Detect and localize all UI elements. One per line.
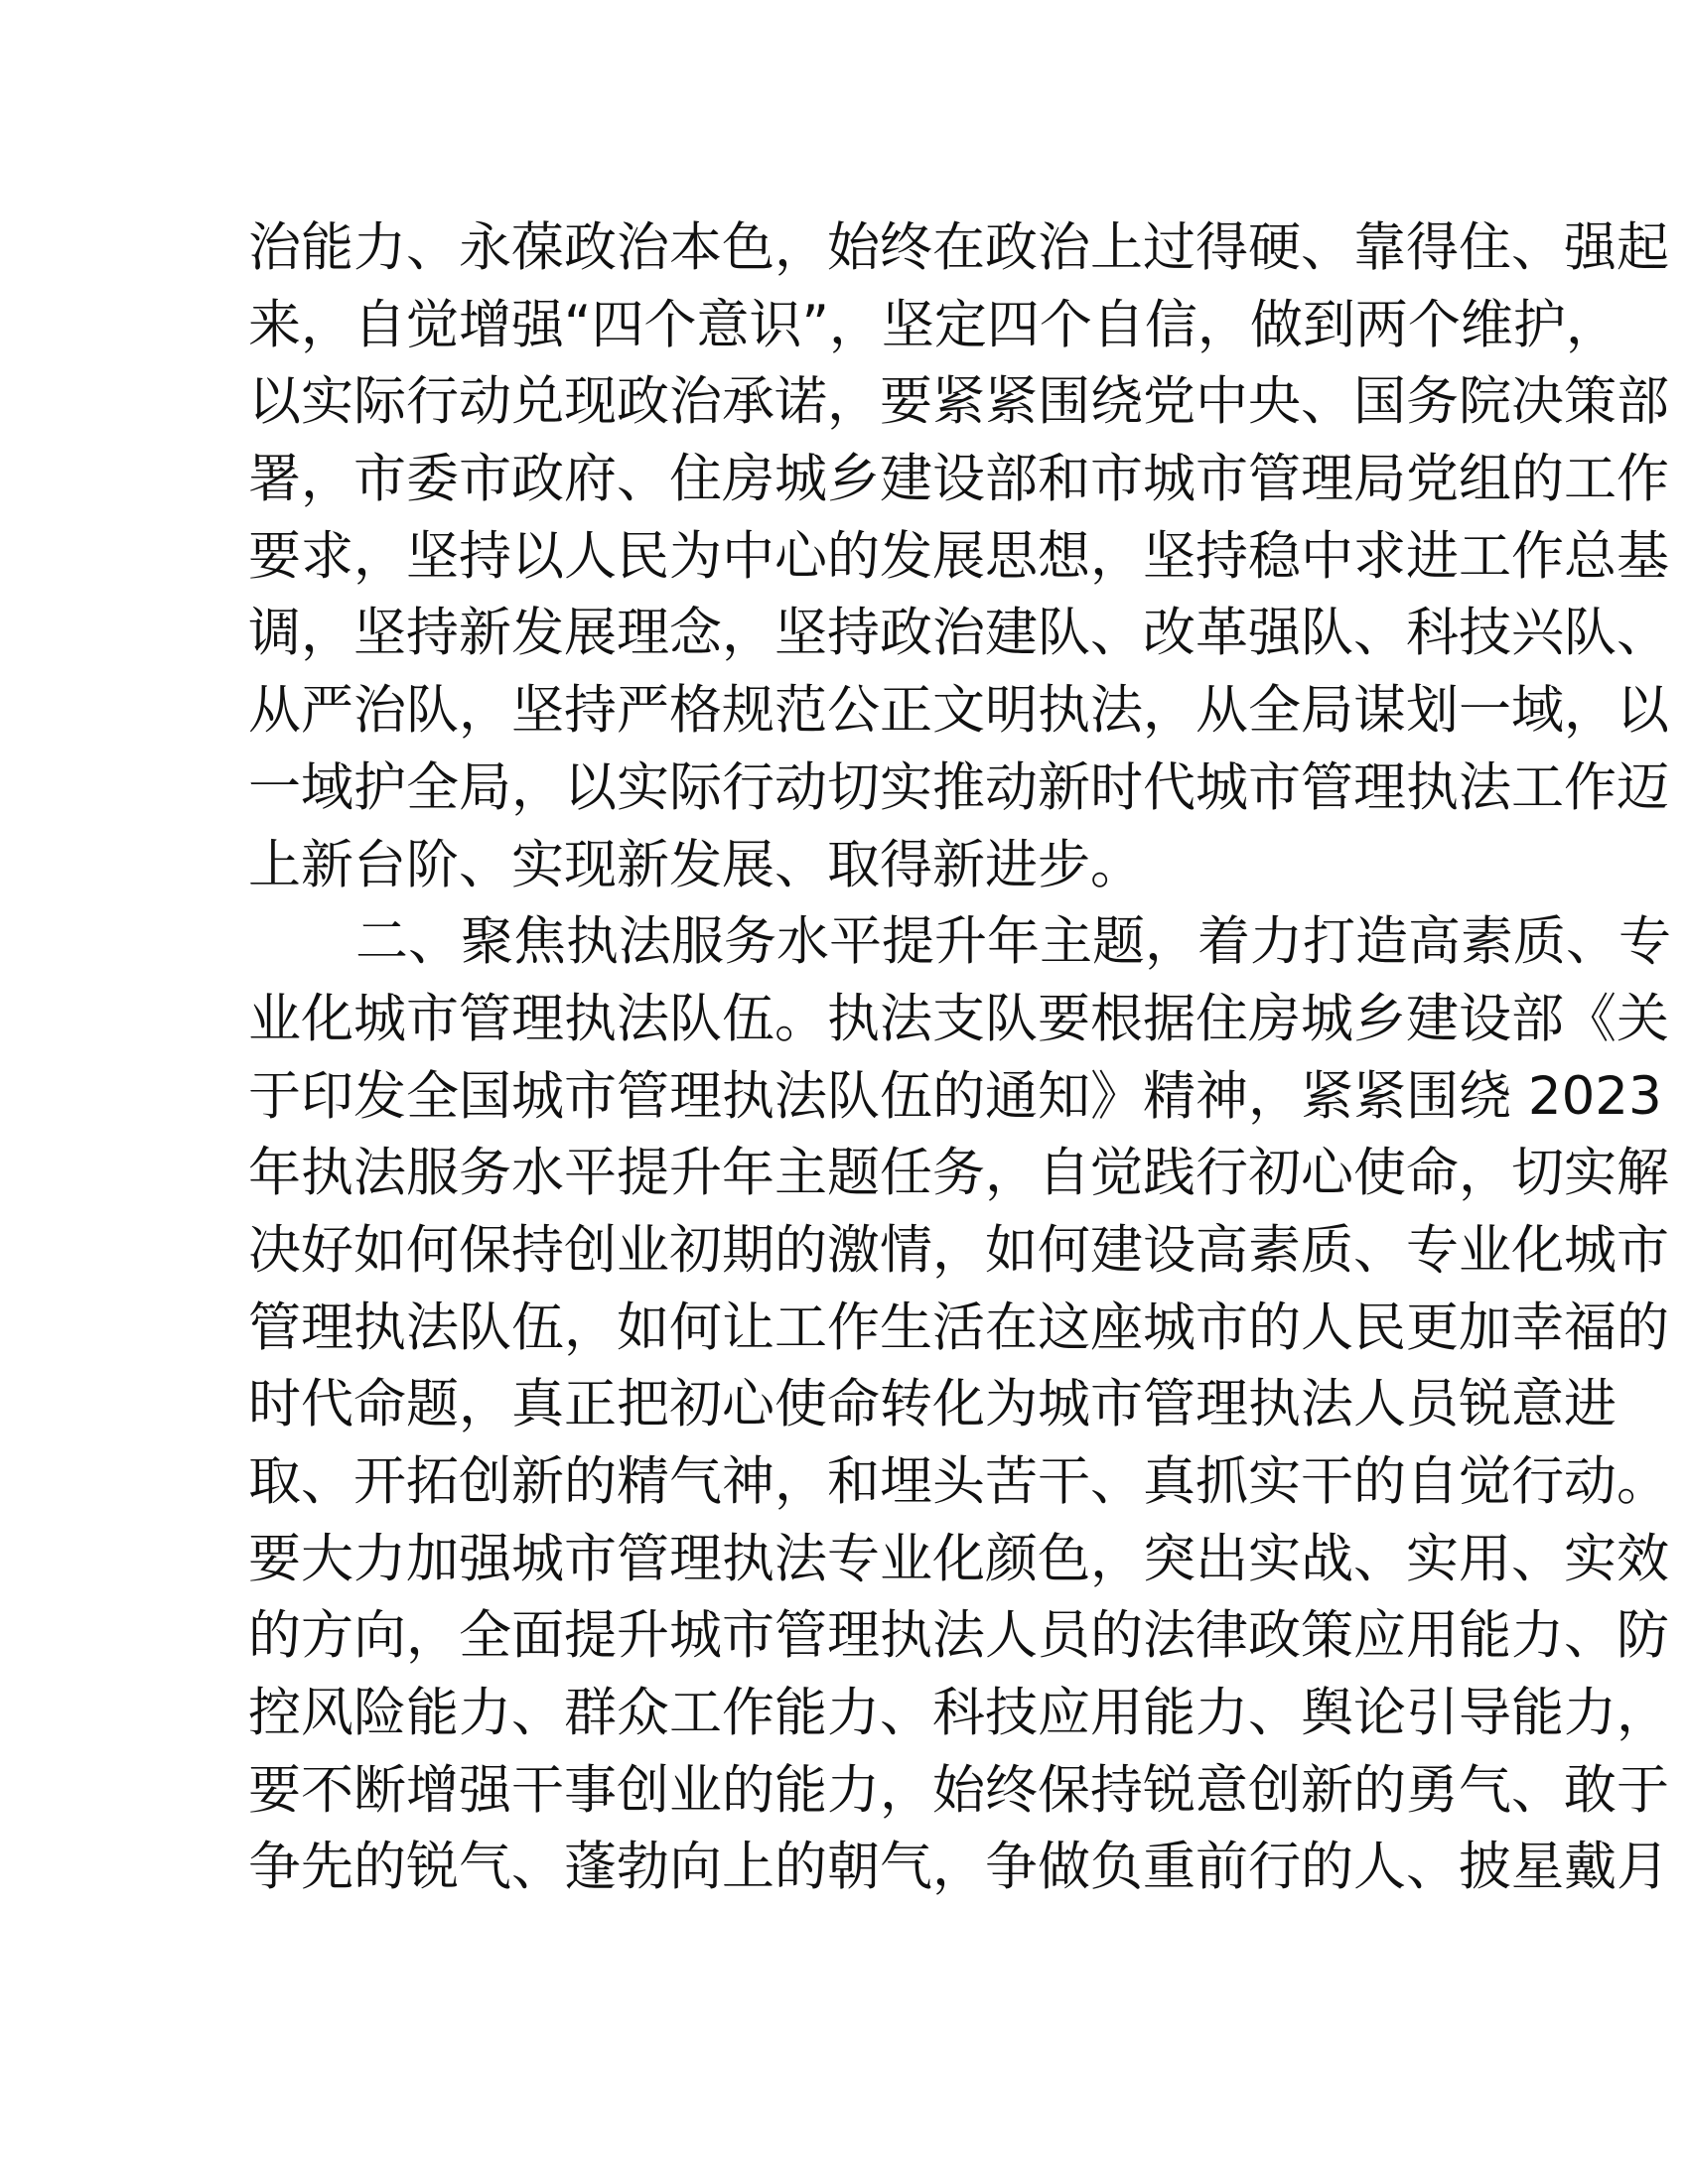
text-line: 管理执法队伍，如何让工作生活在这座城市的人民更加幸福的 bbox=[248, 1297, 1669, 1358]
text-line: 要不断增强干事创业的能力，始终保持锐意创新的勇气、敢于 bbox=[248, 1759, 1669, 1821]
paragraph-2 bbox=[248, 903, 1671, 1906]
text-line: 治能力、永葆政治本色，始终在政治上过得硬、靠得住、强起 bbox=[248, 217, 1669, 278]
text-line: 的方向，全面提升城市管理执法人员的法律政策应用能力、防 bbox=[248, 1605, 1669, 1667]
text-line: 控风险能力、群众工作能力、科技应用能力、舆论引导能力， bbox=[248, 1683, 1669, 1744]
text-line: 署，市委市政府、住房城乡建设部和市城市管理局党组的工作 bbox=[248, 449, 1669, 510]
text-line: 要求，坚持以人民为中心的发展思想，坚持稳中求进工作总基 bbox=[248, 525, 1669, 587]
text-line: 以实际行动兑现政治承诺，要紧紧围绕党中央、国务院决策部 bbox=[248, 371, 1669, 433]
document-body bbox=[248, 209, 1671, 1906]
text-line: 业化城市管理执法队伍。执法支队要根据住房城乡建设部《关 bbox=[248, 988, 1669, 1049]
text-line: 时代命题，真正把初心使命转化为城市管理执法人员锐意进 bbox=[248, 1374, 1617, 1435]
text-line: 年执法服务水平提升年主题任务，自觉践行初心使命，切实解 bbox=[248, 1143, 1669, 1204]
text-line: 一域护全局，以实际行动切实推动新时代城市管理执法工作迈 bbox=[248, 756, 1669, 818]
paragraph-1 bbox=[248, 209, 1669, 903]
text-line: 上新台阶、实现新发展、取得新进步。 bbox=[248, 834, 1143, 895]
text-line: 调，坚持新发展理念，坚持政治建队、改革强队、科技兴队、 bbox=[248, 603, 1669, 664]
text-line: 取、开拓创新的精气神，和埋头苦干、真抓实干的自觉行动。 bbox=[248, 1451, 1669, 1512]
text-line: 要大力加强城市管理执法专业化颜色，突出实战、实用、实效 bbox=[248, 1528, 1669, 1589]
text-line: 于印发全国城市管理执法队伍的通知》精神，紧紧围绕 2023 bbox=[248, 1065, 1662, 1127]
text-line: 来，自觉增强“四个意识”，坚定四个自信，做到两个维护， bbox=[248, 294, 1618, 355]
text-line: 从严治队，坚持严格规范公正文明执法，从全局谋划一域，以 bbox=[248, 680, 1669, 742]
section-heading-line: 二、聚焦执法服务水平提升年主题，着力打造高素质、专 bbox=[355, 911, 1671, 973]
text-line: 争先的锐气、蓬勃向上的朝气，争做负重前行的人、披星戴月 bbox=[248, 1837, 1669, 1898]
text-line: 决好如何保持创业初期的激情，如何建设高素质、专业化城市 bbox=[248, 1219, 1669, 1281]
